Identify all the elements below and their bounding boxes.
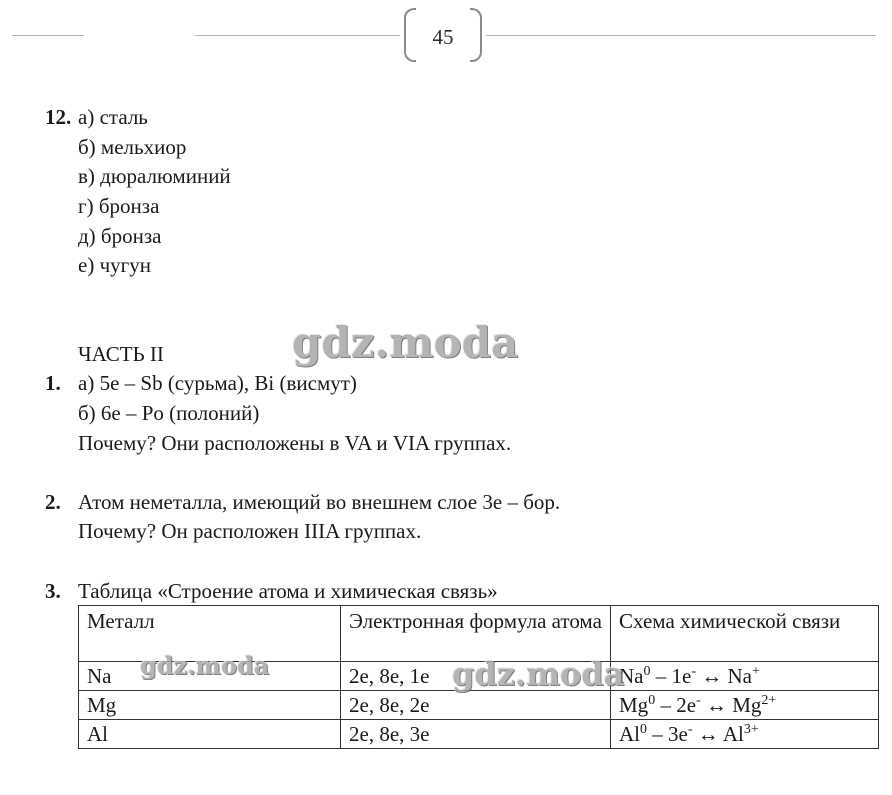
q3-title: Таблица «Строение атома и химическая связь» — [78, 579, 498, 603]
q3-number: 3. — [45, 579, 61, 603]
q12-item-f: е) чугун — [78, 253, 151, 277]
watermark-large: gdz.moda — [292, 318, 519, 367]
cell-formula: 2е, 8е, 3е — [341, 720, 611, 749]
header-rule-left — [12, 35, 84, 36]
q12-number: 12. — [45, 105, 72, 129]
cell-metal: Mg — [79, 691, 341, 720]
q2-line-2: Почему? Он расположен IIIA группах. — [78, 519, 422, 543]
header-scheme: Схема химической связи — [611, 606, 879, 662]
cell-scheme: Mg$^0$ – 2e- ↔ $Mg^{2+}$ — [611, 691, 879, 720]
q2-line-1: Атом неметалла, имеющий во внешнем слое 3е – бор. — [78, 490, 561, 514]
watermark-small: gdz.moda — [140, 651, 270, 680]
q12-item-e: д) бронза — [78, 224, 162, 248]
q12-item-c: в) дюралюминий — [78, 164, 231, 188]
q12-item-a: а) сталь — [78, 105, 148, 129]
page-number-box — [404, 8, 482, 62]
q12-item-d: г) бронза — [78, 194, 160, 218]
q1-line-b: б) 6е – Po (полоний) — [78, 401, 260, 425]
header-formula: Электронная формула атома — [341, 606, 611, 662]
q1-line-a: а) 5е – Sb (сурьма), Bi (висмут) — [78, 371, 357, 395]
cell-metal: Na — [79, 662, 341, 691]
header-metal: Металл — [79, 606, 341, 662]
table-row — [79, 691, 879, 720]
watermark-medium: gdz.moda — [452, 655, 625, 693]
part2-heading: ЧАСТЬ II — [78, 342, 164, 366]
q1-line-why: Почему? Они расположены в VA и VIA группах. — [78, 431, 512, 455]
cell-formula: 2е, 8е, 2е — [341, 691, 611, 720]
header-rule-left-2 — [195, 35, 400, 36]
cell-formula: 2е, 8е, 1е — [341, 662, 611, 691]
cell-metal: Al — [79, 720, 341, 749]
cell-scheme: Al$^0$ – 3e- ↔ $Al^{3+}$ — [611, 720, 879, 749]
page-number: 45 — [432, 25, 454, 49]
cell-scheme: Na$^0$ – 1e- ↔ Na+ — [611, 662, 879, 691]
header-rule-right — [486, 35, 876, 36]
q1-number: 1. — [45, 371, 61, 395]
q12-item-b: б) мельхиор — [78, 135, 187, 159]
table-row — [79, 720, 879, 749]
q2-number: 2. — [45, 490, 61, 514]
